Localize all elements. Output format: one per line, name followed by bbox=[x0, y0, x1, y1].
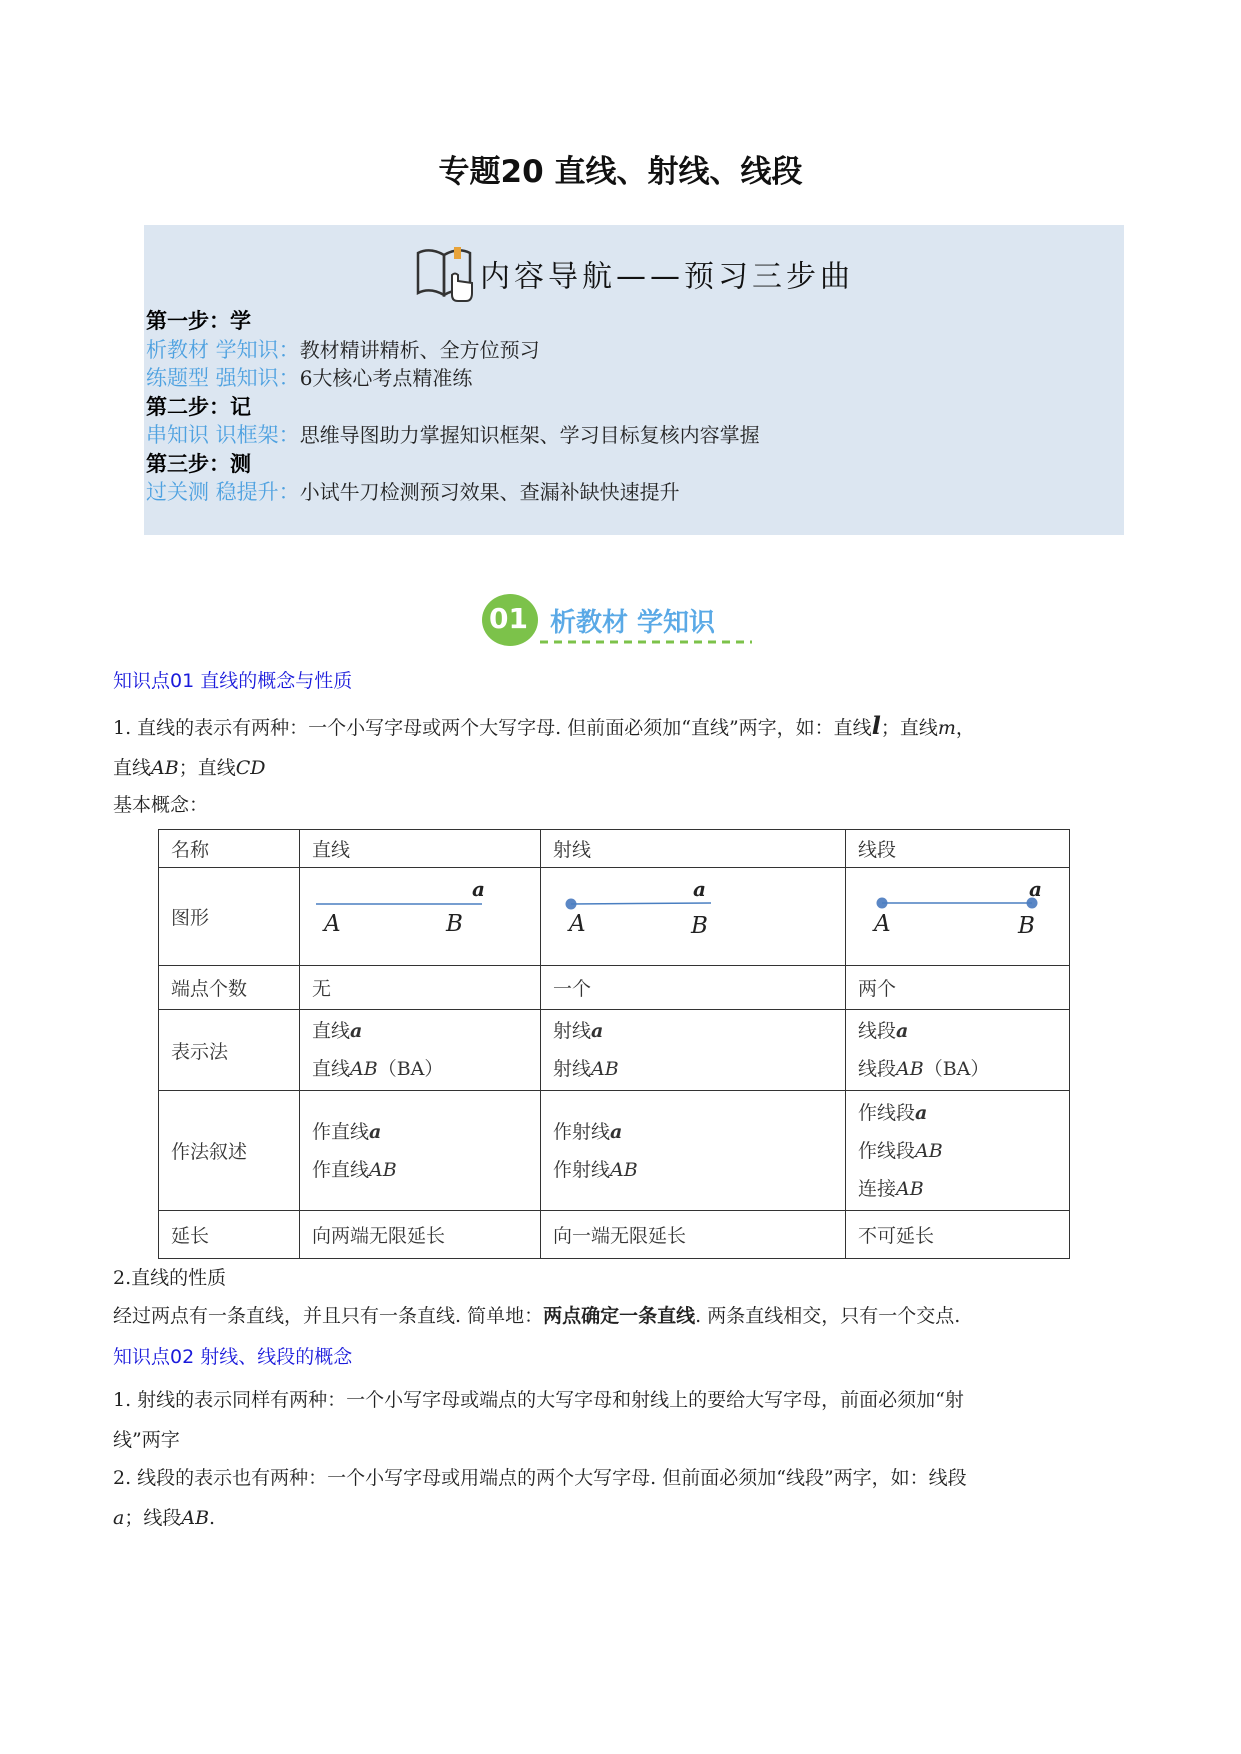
table-cell: 无 bbox=[300, 966, 541, 1010]
section-label: 析教材 学知识 bbox=[550, 608, 716, 638]
text: 作线段 bbox=[858, 1101, 916, 1124]
property-title: 2.直线的性质 bbox=[113, 1267, 227, 1289]
var: AB bbox=[896, 1177, 924, 1200]
table-cell: 向一端无限延长 bbox=[541, 1211, 846, 1259]
text: 作直线 bbox=[312, 1158, 370, 1181]
table-cell: 两个 bbox=[846, 966, 1070, 1010]
row-label-endpoints: 端点个数 bbox=[159, 966, 300, 1010]
section-badge bbox=[480, 590, 760, 654]
var-ab: AB bbox=[181, 1507, 210, 1529]
text: 经过两点有一条直线，并且只有一条直线. 简单地： bbox=[113, 1305, 544, 1327]
var: AB bbox=[896, 1058, 924, 1080]
text: 作直线 bbox=[312, 1120, 370, 1143]
table-cell: 向两端无限延长 bbox=[300, 1211, 541, 1259]
var: a bbox=[896, 1020, 909, 1042]
var: AB bbox=[350, 1058, 378, 1080]
nav-item bbox=[146, 364, 760, 393]
table-cell bbox=[846, 1091, 1070, 1211]
book-pointer-icon bbox=[414, 245, 476, 311]
table-cell bbox=[300, 1091, 541, 1211]
var-cd: CD bbox=[235, 757, 266, 779]
var: a bbox=[610, 1120, 623, 1143]
row-label-extension: 延长 bbox=[159, 1211, 300, 1259]
text: ， bbox=[955, 717, 975, 739]
figure-line bbox=[300, 868, 541, 966]
nav-item-desc: 思维导图助力掌握知识框架、学习目标复核内容掌握 bbox=[299, 423, 760, 447]
figure-segment bbox=[846, 868, 1070, 966]
figure-ray bbox=[541, 868, 846, 966]
text: 直线 bbox=[113, 757, 152, 779]
kp2-paragraph-1 bbox=[113, 1380, 1123, 1460]
knowledge-point-2-title: 知识点02 射线、线段的概念 bbox=[113, 1346, 353, 1368]
text: 线段 bbox=[858, 1058, 897, 1080]
fig-label-b: B bbox=[691, 912, 708, 939]
var: a bbox=[591, 1020, 604, 1042]
section-number: 01 bbox=[489, 602, 528, 635]
var: AB bbox=[610, 1158, 638, 1181]
step-1: 第一步：学 bbox=[146, 309, 251, 333]
row-label-notation: 表示法 bbox=[159, 1010, 300, 1091]
content-navigation-box bbox=[144, 225, 1124, 535]
text: （BA） bbox=[923, 1058, 990, 1080]
fig-label-small-a: a bbox=[1029, 876, 1042, 901]
kp2-paragraph-2 bbox=[113, 1458, 1123, 1538]
table-header: 直线 bbox=[300, 830, 541, 868]
page-title: 专题20 直线、射线、线段 bbox=[438, 154, 803, 190]
var: a bbox=[915, 1101, 928, 1124]
table-cell bbox=[300, 1010, 541, 1091]
navigation-heading-text: 内容导航——预习三步曲 bbox=[480, 259, 854, 295]
nav-item-label: 析教材 学知识： bbox=[146, 337, 300, 362]
nav-item bbox=[146, 421, 760, 450]
navigation-heading bbox=[144, 245, 1124, 311]
table-row bbox=[159, 868, 1070, 966]
text: . 两条直线相交，只有一个交点. bbox=[695, 1305, 961, 1327]
nav-item-desc: 6大核心考点精准练 bbox=[299, 366, 473, 390]
table-cell bbox=[846, 1010, 1070, 1091]
text: 1. 直线的表示有两种：一个小写字母或两个大写字母. 但前面必须加“直线”两字，如：直线 bbox=[113, 717, 872, 739]
row-label-construction: 作法叙述 bbox=[159, 1091, 300, 1211]
basic-concepts-label: 基本概念： bbox=[113, 794, 209, 816]
nav-item bbox=[146, 478, 760, 507]
text: 作射线 bbox=[553, 1158, 611, 1181]
text: . bbox=[209, 1507, 216, 1529]
text: ；直线 bbox=[880, 717, 938, 739]
nav-item-label: 串知识 识框架： bbox=[146, 423, 300, 447]
step-2: 第二步：记 bbox=[146, 394, 251, 419]
text: 线段 bbox=[858, 1020, 897, 1042]
var-a: a bbox=[113, 1507, 125, 1529]
nav-item-desc: 小试牛刀检测预习效果、查漏补缺快速提升 bbox=[299, 480, 680, 504]
text: 直线 bbox=[312, 1020, 351, 1042]
nav-item bbox=[146, 336, 760, 365]
var: AB bbox=[369, 1158, 397, 1181]
var-ab: AB bbox=[151, 757, 179, 779]
nav-item-desc: 教材精讲精析、全方位预习 bbox=[299, 337, 540, 362]
var-m: m bbox=[937, 717, 956, 739]
text: 射线 bbox=[553, 1058, 592, 1080]
fig-label-a: A bbox=[324, 910, 341, 937]
var: AB bbox=[591, 1058, 619, 1080]
bold-text: 两点确定一条直线 bbox=[543, 1305, 696, 1327]
text: ；线段 bbox=[124, 1507, 182, 1529]
nav-item-label: 过关测 稳提升： bbox=[146, 480, 300, 504]
concept-table bbox=[158, 829, 1070, 1259]
knowledge-point-1-title: 知识点01 直线的概念与性质 bbox=[113, 670, 353, 692]
text: ；直线 bbox=[178, 757, 236, 779]
text: 直线 bbox=[312, 1058, 351, 1080]
fig-label-a: A bbox=[874, 910, 891, 937]
var: a bbox=[350, 1020, 363, 1042]
table-row bbox=[159, 1010, 1070, 1091]
kp1-paragraph-1 bbox=[113, 706, 1123, 788]
text: 2. 线段的表示也有两种：一个小写字母或用端点的两个大写字母. 但前面必须加“线段”两字，如：线段 bbox=[113, 1467, 967, 1489]
text: 线”两字 bbox=[113, 1429, 180, 1451]
fig-label-a: A bbox=[569, 910, 586, 937]
nav-item-label: 练题型 强知识： bbox=[146, 366, 300, 390]
text: 射线 bbox=[553, 1020, 592, 1042]
fig-label-b: B bbox=[1018, 912, 1035, 939]
table-cell bbox=[541, 1010, 846, 1091]
var: AB bbox=[915, 1139, 943, 1162]
fig-label-b: B bbox=[446, 910, 463, 937]
table-row bbox=[159, 1211, 1070, 1259]
var-l: l bbox=[871, 711, 881, 740]
row-label-figure: 图形 bbox=[159, 868, 300, 966]
table-cell bbox=[541, 1091, 846, 1211]
table-header: 名称 bbox=[159, 830, 300, 868]
table-header: 线段 bbox=[846, 830, 1070, 868]
fig-label-small-a: a bbox=[693, 876, 706, 901]
table-row bbox=[159, 830, 1070, 868]
text: 连接 bbox=[858, 1177, 897, 1200]
table-cell: 一个 bbox=[541, 966, 846, 1010]
table-row bbox=[159, 1091, 1070, 1211]
text: 作射线 bbox=[553, 1120, 611, 1143]
text: 1. 射线的表示同样有两种：一个小写字母或端点的大写字母和射线上的要给大写字母，前面必须加“射 bbox=[113, 1389, 964, 1411]
text: （BA） bbox=[377, 1058, 444, 1080]
fig-label-small-a: a bbox=[472, 876, 485, 901]
table-row bbox=[159, 966, 1070, 1010]
property-paragraph bbox=[113, 1296, 1123, 1336]
text: 作线段 bbox=[858, 1139, 916, 1162]
var: a bbox=[369, 1120, 382, 1143]
step-3: 第三步：测 bbox=[146, 451, 251, 476]
navigation-steps bbox=[146, 307, 760, 507]
table-header: 射线 bbox=[541, 830, 846, 868]
table-cell: 不可延长 bbox=[846, 1211, 1070, 1259]
